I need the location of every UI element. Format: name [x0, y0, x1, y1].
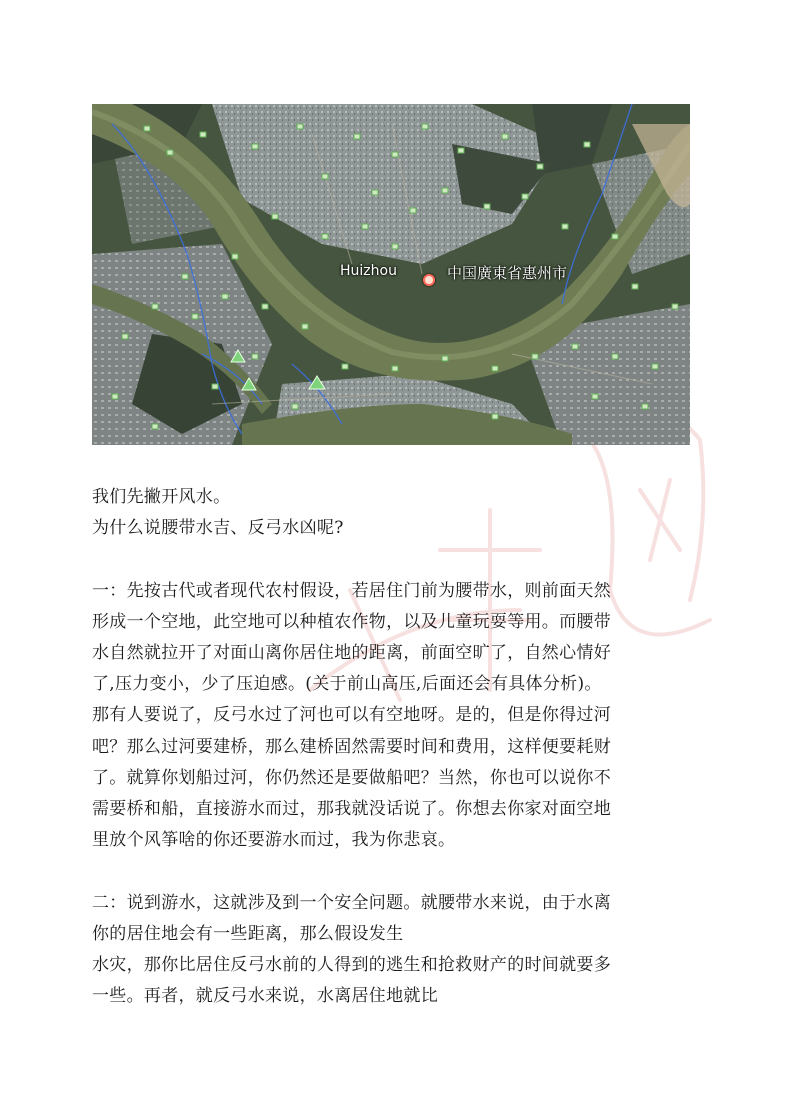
text-line: 我们先撇开风水。 — [92, 487, 231, 507]
text-line: 吧？那么过河要建桥，那么建桥固然需要时间和费用，这样便要耗财 — [92, 736, 611, 757]
text-line: 为什么说腰带水吉、反弓水凶呢? — [92, 518, 344, 539]
article-body — [92, 482, 716, 1012]
text-line: 那有人要说了，反弓水过了河也可以有空地呀。是的，但是你得过河 — [92, 705, 611, 726]
text-line: 一：先按古代或者现代农村假设，若居住门前为腰带水，则前面天然 — [92, 580, 611, 601]
text-line: 了,压力变小，少了压迫感。(关于前山高压,后面还会有具体分析)。 — [92, 674, 602, 695]
city-label-chinese: 中国廣東省惠州市 — [447, 264, 568, 282]
paragraph-spacer — [92, 544, 716, 575]
text-line: 二：说到游水，这就涉及到一个安全问题。就腰带水来说，由于水离 — [92, 892, 611, 913]
satellite-map[interactable] — [92, 104, 690, 445]
city-marker-icon[interactable] — [423, 274, 435, 286]
city-label-english: Huizhou — [340, 263, 397, 279]
text-line: 水灾，那你比居住反弓水前的人得到的逃生和抢救财产的时间就要多 — [92, 955, 611, 976]
text-line: 需要桥和船，直接游水而过，那我就没话说了。你想去你家对面空地 — [92, 799, 611, 820]
text-line: 形成一个空地，此空地可以种植农作物，以及儿童玩耍等用。而腰带 — [92, 611, 611, 632]
text-line: 了。就算你划船过河，你仍然还是要做船吧？当然，你也可以说你不 — [92, 767, 611, 788]
text-line: 一些。再者，就反弓水来说，水离居住地就比 — [92, 986, 438, 1007]
text-line: 水自然就拉开了对面山离你居住地的距离，前面空旷了，自然心情好 — [92, 643, 611, 663]
text-line: 里放个风筝啥的你还要游水而过，我为你悲哀。 — [92, 830, 456, 851]
paragraph-spacer — [92, 856, 716, 887]
text-line: 你的居住地会有一些距离，那么假设发生 — [92, 923, 404, 944]
